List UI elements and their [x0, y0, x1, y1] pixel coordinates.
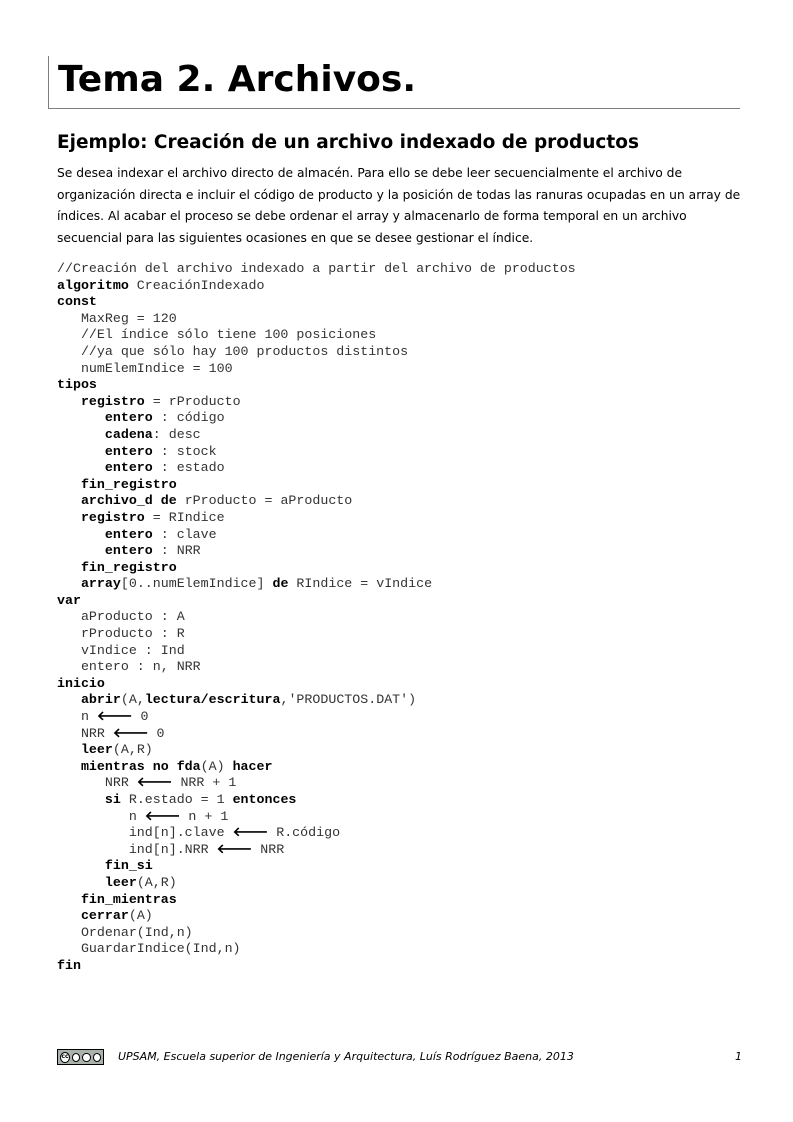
code-text [57, 759, 81, 774]
code-line [57, 875, 576, 892]
code-text [57, 527, 105, 542]
code-line [57, 361, 576, 378]
code-keyword: entero [104, 543, 153, 559]
code-line [57, 560, 576, 577]
assign-arrow-icon: 🡐 [136, 775, 173, 791]
code-text: rProducto = aProducto [176, 493, 353, 509]
intro-paragraph: Se desea indexar el archivo directo de almacén. Para ello se debe leer secuencialmente el archivo de organización directa e incluir el código de producto y la posición de todas las ranuras ocupadas en un array de índices. Al acabar el proceso se debe ordenar el array y almacenarlo de forma temporal en un archivo secuencial para las siguientes ocasiones en que se desee gestionar el índice. [57, 166, 741, 245]
code-text [57, 427, 105, 442]
code-line [57, 377, 576, 394]
code-keyword: fin_registro [80, 476, 177, 492]
code-line [57, 311, 576, 328]
code-line [57, 775, 576, 792]
code-keyword: entero [104, 460, 153, 476]
code-text: : estado [152, 460, 225, 476]
code-keyword: fin_si [104, 858, 153, 874]
code-text: ,'PRODUCTOS.DAT') [280, 692, 417, 708]
code-line [57, 510, 576, 527]
code-text: : NRR [152, 543, 201, 559]
page-header [48, 56, 740, 109]
code-keyword: fin [57, 957, 81, 973]
code-line [57, 460, 576, 477]
code-text: = RIndice [144, 509, 225, 525]
code-text: = rProducto [144, 393, 241, 409]
code-text: GuardarIndice(Ind,n) [57, 941, 241, 957]
code-line [57, 759, 576, 776]
code-keyword: inicio [57, 675, 105, 691]
code-keyword: const [57, 294, 97, 310]
code-line [57, 593, 576, 610]
code-line [57, 742, 576, 759]
code-line [57, 609, 576, 626]
code-text [57, 394, 81, 409]
code-line [57, 643, 576, 660]
footer-text: UPSAM, Escuela superior de Ingeniería y Arquitectura, Luís Rodríguez Baena, 2013 [118, 1050, 574, 1063]
code-text [57, 576, 81, 591]
code-line [57, 327, 576, 344]
code-line [57, 278, 576, 295]
code-block [57, 261, 576, 975]
code-line [57, 659, 576, 676]
code-line [57, 394, 576, 411]
code-text [57, 792, 105, 807]
code-line [57, 294, 576, 311]
code-text: 0 [148, 725, 165, 741]
code-line [57, 709, 576, 726]
code-line [57, 626, 576, 643]
code-line [57, 941, 576, 958]
code-line [57, 908, 576, 925]
code-text [57, 493, 81, 508]
code-text: : desc [152, 426, 201, 442]
code-line [57, 576, 576, 593]
code-line [57, 261, 576, 278]
code-text: aProducto : A [57, 609, 185, 625]
section-title: Ejemplo: Creación de un archivo indexado de productos [57, 132, 639, 153]
code-text [57, 510, 81, 525]
code-keyword: fin_mientras [80, 891, 177, 907]
code-keyword: abrir [80, 692, 121, 708]
creative-commons-icon: cc [57, 1049, 104, 1065]
code-keyword: entonces [232, 792, 297, 807]
code-text [57, 742, 81, 757]
code-text: NRR [57, 725, 113, 741]
assign-arrow-icon: 🡐 [96, 709, 133, 725]
code-line [57, 958, 576, 975]
code-text: (A,R) [112, 742, 153, 758]
code-keyword: var [57, 592, 81, 608]
code-text: ind[n].NRR [57, 841, 217, 857]
code-text: (A) [128, 908, 153, 924]
assign-arrow-icon: 🡐 [216, 841, 253, 857]
code-text: NRR [252, 841, 285, 857]
code-line [57, 527, 576, 544]
code-keyword: tipos [57, 377, 97, 393]
code-text: n [57, 709, 97, 725]
code-line [57, 925, 576, 942]
code-line [57, 444, 576, 461]
code-text: (A) [200, 758, 233, 774]
code-text: CreaciónIndexado [128, 277, 265, 293]
code-line [57, 477, 576, 494]
code-line [57, 344, 576, 361]
code-text: numElemIndice = 100 [57, 360, 233, 376]
code-text: RIndice = vIndice [288, 576, 433, 592]
code-text: : clave [152, 526, 217, 542]
assign-arrow-icon: 🡐 [232, 825, 269, 841]
code-line [57, 892, 576, 909]
code-text: vIndice : Ind [57, 642, 185, 658]
code-text: MaxReg = 120 [57, 310, 177, 326]
code-keyword: mientras no fda [80, 758, 201, 774]
code-keyword: lectura/escritura [144, 692, 281, 708]
code-keyword: si [104, 792, 121, 807]
code-keyword: registro [80, 509, 145, 525]
code-text: //El índice sólo tiene 100 posiciones [57, 327, 377, 343]
code-text [57, 543, 105, 558]
code-text: (A, [120, 692, 145, 708]
code-text: [0..numElemIndice] [120, 576, 273, 592]
code-keyword: entero [104, 526, 153, 542]
code-line [57, 858, 576, 875]
code-line [57, 493, 576, 510]
code-keyword: archivo_d de [80, 493, 177, 509]
code-text: ind[n].clave [57, 825, 233, 841]
code-text: Ordenar(Ind,n) [57, 924, 193, 940]
code-keyword: leer [80, 742, 113, 758]
code-text [57, 692, 81, 707]
code-text [57, 892, 81, 907]
code-keyword: cadena [104, 426, 153, 442]
code-line [57, 842, 576, 859]
page-number: 1 [735, 1050, 742, 1063]
code-text [57, 460, 105, 475]
code-text [57, 560, 81, 575]
code-keyword: registro [80, 393, 145, 409]
code-text: //Creación del archivo indexado a partir del archivo de productos [57, 261, 576, 276]
code-keyword: entero [104, 443, 153, 459]
page-title: Tema 2. Archivos. [58, 59, 417, 100]
code-text: entero : n, NRR [57, 659, 201, 675]
code-text: NRR + 1 [172, 775, 237, 791]
code-line [57, 410, 576, 427]
assign-arrow-icon: 🡐 [144, 808, 181, 824]
page-footer [57, 1048, 742, 1068]
code-text [57, 477, 81, 492]
code-text [57, 410, 105, 425]
code-text: 0 [132, 709, 149, 725]
code-keyword: entero [104, 410, 153, 426]
code-text: (A,R) [136, 874, 177, 890]
code-keyword: fin_registro [80, 559, 177, 575]
code-line [57, 825, 576, 842]
code-text [57, 875, 105, 890]
code-keyword: hacer [232, 758, 273, 774]
code-text [57, 908, 81, 923]
code-line [57, 543, 576, 560]
code-line [57, 427, 576, 444]
code-line [57, 676, 576, 693]
code-text [57, 858, 105, 873]
code-text [57, 444, 105, 459]
code-text: R.estado = 1 [120, 792, 233, 807]
code-text: : stock [152, 443, 217, 459]
code-line [57, 692, 576, 709]
code-text: n + 1 [180, 808, 229, 824]
code-keyword: leer [104, 874, 137, 890]
code-keyword: algoritmo [57, 277, 129, 293]
code-text: rProducto : R [57, 626, 185, 642]
assign-arrow-icon: 🡐 [112, 725, 149, 741]
code-line [57, 809, 576, 826]
code-text: NRR [57, 775, 137, 791]
code-text: : código [152, 410, 225, 426]
code-keyword: array [80, 576, 121, 592]
code-text: R.código [268, 825, 341, 841]
code-keyword: cerrar [80, 908, 129, 924]
code-keyword: de [272, 576, 289, 592]
code-text: n [57, 808, 145, 824]
code-line [57, 792, 576, 809]
code-text: //ya que sólo hay 100 productos distintos [57, 343, 409, 359]
code-line [57, 726, 576, 743]
